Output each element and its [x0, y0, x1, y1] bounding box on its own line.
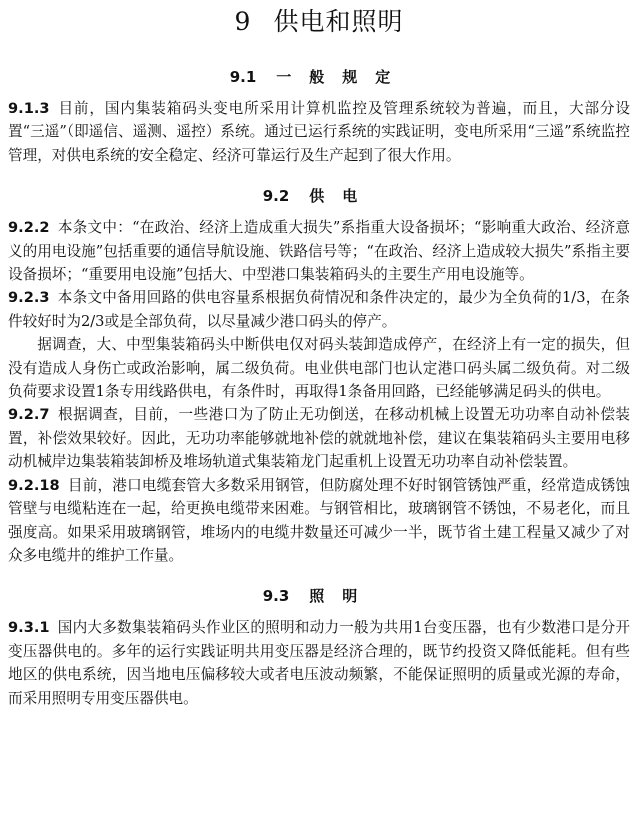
chapter-number: 9	[234, 7, 252, 36]
section-title-text: 供电	[309, 187, 376, 206]
continuation-paragraph	[8, 333, 630, 403]
clause-paragraph	[8, 286, 630, 333]
section-heading-9-3	[8, 585, 630, 606]
chapter-title-text: 供电和照明	[273, 7, 404, 36]
section-number: 9.3	[262, 587, 290, 606]
clause-text: 国内大多数集装箱码头作业区的照明和动力一般为共用1台变压器，也有少数港口是分开变压器供电的。多年的运行实践证明共用变压器是经济合理的，既节约投资又降低能耗。但有些地区的供电系统，因当地电压偏移较大或者电压波动频繁，不能保证照明的质量或光源的寿命，而采用照明专用变压器供电。	[8, 619, 630, 707]
section-number: 9.1	[229, 68, 257, 86]
clause-number: 9.3.1	[8, 619, 50, 637]
clause-number: 9.2.7	[8, 406, 50, 424]
chapter-title	[8, 0, 630, 46]
clause-text: 本条文中备用回路的供电容量系根据负荷情况和条件决定的，最少为全负荷的1/3，在条件较好时为2/3或是全部负荷，以尽量减少港口码头的停产。	[8, 289, 630, 330]
clause-paragraph	[8, 216, 630, 286]
clause-number: 9.2.3	[8, 289, 50, 307]
clause-number: 9.2.18	[8, 476, 60, 494]
section-title-text: 一般规定	[276, 68, 409, 86]
clause-paragraph	[8, 97, 630, 167]
clause-paragraph	[8, 474, 630, 568]
clause-number: 9.2.2	[8, 219, 50, 237]
clause-text: 根据调查，目前，一些港口为了防止无功倒送，在移动机械上设置无功功率自动补偿装置，补偿效果较好。因此，无功功率能够就地补偿的就就地补偿，建议在集装箱码头主要用电移动机械岸边集装箱装卸桥及堆场轨道式集装箱龙门起重机上设置无功功率自动补偿装置。	[8, 406, 630, 471]
clause-text: 本条文中：“在政治、经济上造成重大损失”系指重大设备损坏；“影响重大政治、经济意义的用电设施”包括重要的通信导航设施、铁路信号等；“在政治、经济上造成较大损失”系指主要设备损坏；“重要用电设施”包括大、中型港口集装箱码头的主要生产用电设施等。	[8, 219, 630, 284]
section-title-text: 照明	[309, 587, 376, 606]
section-heading-9-1	[8, 66, 630, 87]
clause-paragraph	[8, 616, 630, 710]
clause-number: 9.1.3	[8, 100, 50, 117]
section-heading-9-2	[8, 185, 630, 206]
clause-paragraph	[8, 403, 630, 473]
clause-text: 目前，国内集装箱码头变电所采用计算机监控及管理系统较为普遍，而且，大部分设置“三遥”（即遥信、遥测、遥控）系统。通过已运行系统的实践证明，变电所采用“三遥”系统监控管理，对供电系统的安全稳定、经济可靠运行及生产起到了很大作用。	[8, 100, 630, 164]
paragraph-text: 据调查，大、中型集装箱码头中断供电仅对码头装卸造成停产，在经济上有一定的损失，但没有造成人身伤亡或政治影响，属二级负荷。电业供电部门也认定港口码头属二级负荷。对二级负荷要求设置1条专用线路供电，有条件时，再取得1条备用回路，已经能够满足码头的供电。	[8, 336, 630, 401]
section-number: 9.2	[262, 187, 290, 206]
clause-text: 目前，港口电缆套管大多数采用钢管，但防腐处理不好时钢管锈蚀严重，经常造成锈蚀管壁与电缆粘连在一起，给更换电缆带来困难。与钢管相比，玻璃钢管不锈蚀，不易老化，而且强度高。如果采用玻璃钢管，堆场内的电缆井数量还可减少一半，既节省土建工程量又减少了对众多电缆井的维护工作量。	[8, 476, 630, 564]
